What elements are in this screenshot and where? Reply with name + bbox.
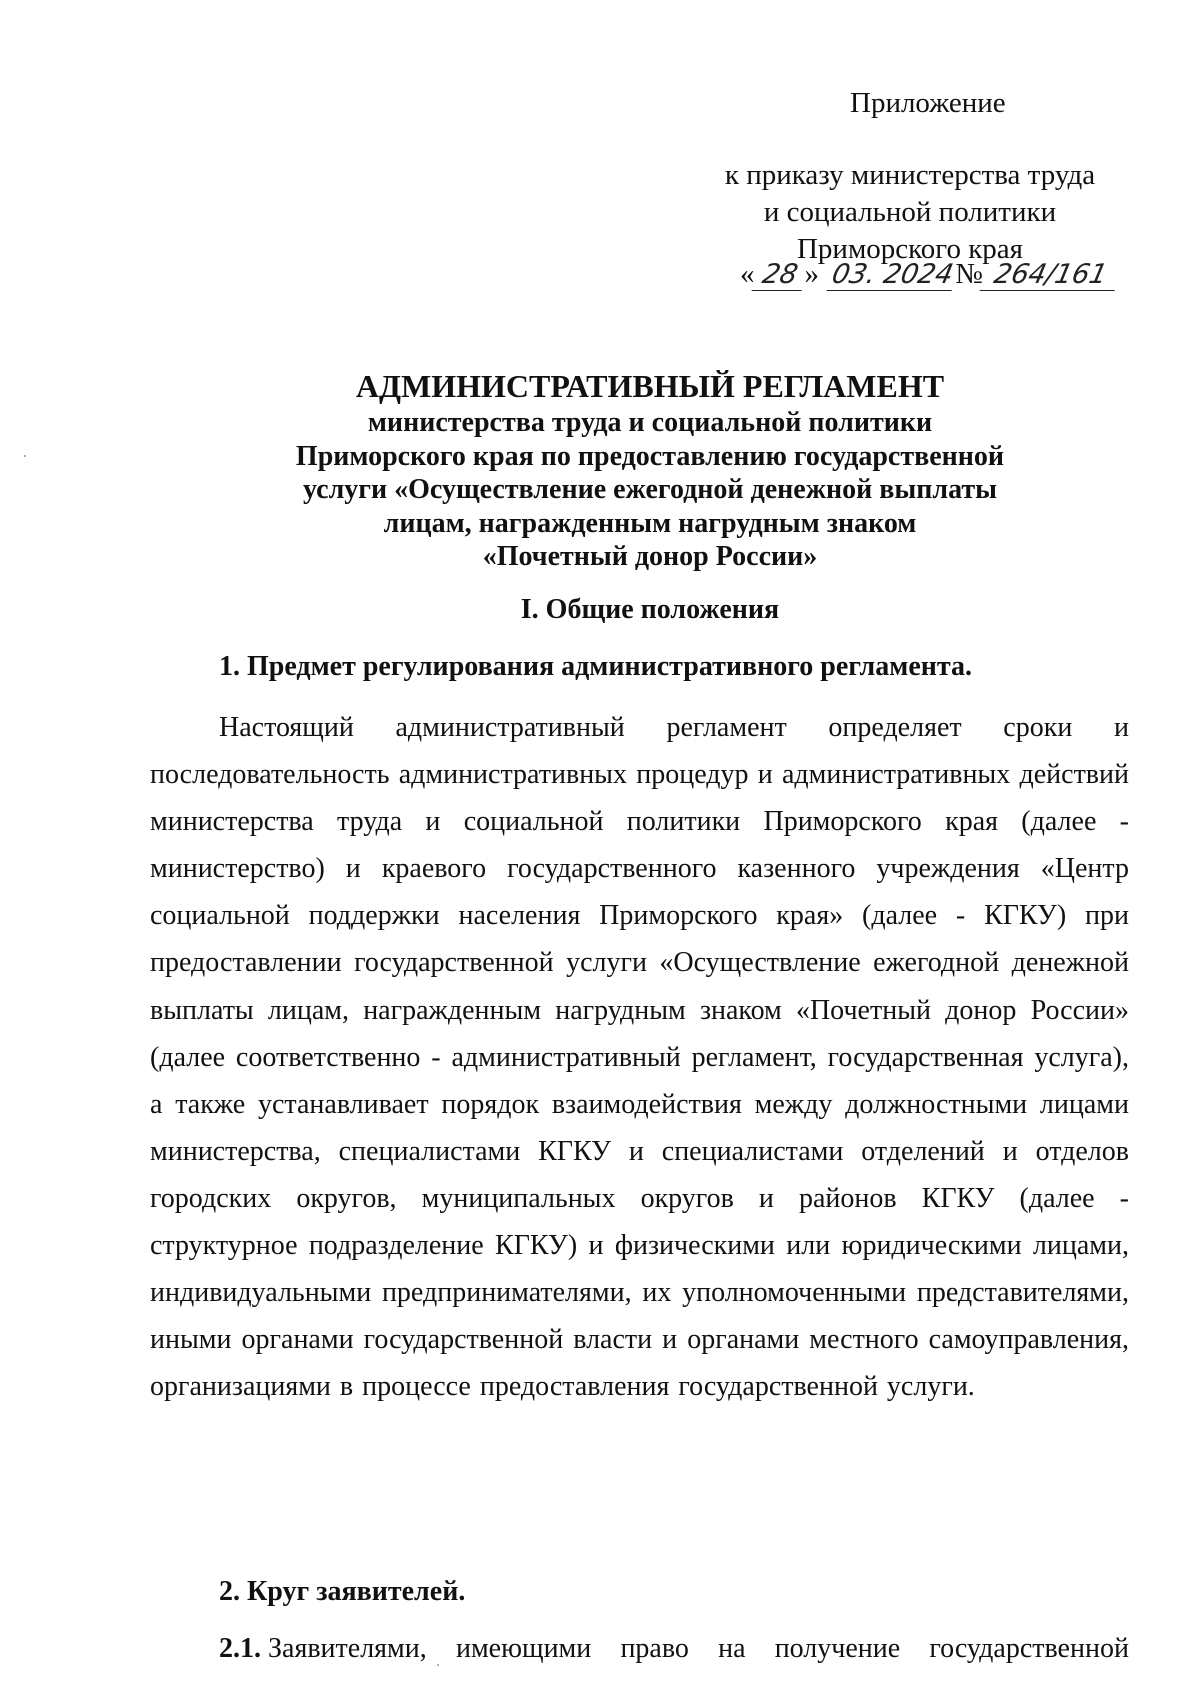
title-line-1: министерства труда и социальной политики — [367, 407, 933, 438]
title-line-4: лицам, награжденным нагрудным знаком — [383, 507, 917, 539]
title-main: АДМИНИСТРАТИВНЫЙ РЕГЛАМЕНТ — [355, 368, 945, 404]
subheading-2: 2. Круг заявителей. — [219, 1576, 466, 1607]
scan-speck — [24, 455, 26, 457]
approval-line-1: к приказу министерства труда — [724, 159, 1096, 191]
title-line-5: «Почетный донор России» — [482, 541, 818, 572]
section-heading: I. Общие положения — [520, 594, 780, 625]
paragraph-2-1-number: 2.1. — [219, 1633, 261, 1664]
paragraph-2-1-word: государственной — [929, 1633, 1129, 1664]
handwritten-order-number: 264/161 — [980, 259, 1122, 291]
paragraph-2-1-word: на — [718, 1633, 746, 1664]
approval-lines — [700, 157, 1120, 268]
approval-line-2: и социальной политики — [763, 196, 1057, 228]
paragraph-2-1-line — [150, 1625, 1129, 1672]
handwritten-month-year: 03. 2024 — [827, 259, 959, 291]
paragraph-2-1-word: получение — [774, 1633, 901, 1664]
paragraph-1: Настоящий административный регламент определяет сроки и последовательность административных процедур и административных действий министерства труда и социальной политики Приморского края (далее - министерство) и краевого государственного казенного учреждения «Центр социальной поддержки населения Приморского края» (далее - КГКУ) при предоставлении государственной услуги «Осуществление ежегодной денежной выплаты лицам, награжденным нагрудным знаком «Почетный донор России» (далее соответственно - административный регламент, государственная услуга), а также устанавливает порядок взаимодействия между должностными лицами министерства, специалистами КГКУ и специалистами отделений и отделов городских округов, муниципальных округов и районов КГКУ (далее - структурное подразделение КГКУ) и физическими или юридическими лицами, индивидуальными предпринимателями, их уполномоченными представителями, иными органами государственной власти и органами местного самоуправления, организациями в процессе предоставления государственной услуги. — [150, 712, 1129, 1403]
paragraph-2-1 — [150, 1625, 1129, 1672]
quote-close: » — [804, 258, 819, 290]
document-title — [150, 366, 1150, 574]
scan-speck — [437, 1664, 439, 1666]
order-date-number — [740, 258, 1118, 298]
title-line-2: Приморского края по предоставлению государственной — [295, 440, 1005, 472]
appendix-label: Приложение — [850, 87, 1006, 119]
handwritten-day: 28 — [751, 259, 808, 291]
quote-open: « — [740, 258, 755, 290]
title-line-3: услуги «Осуществление ежегодной денежной выплаты — [303, 474, 997, 505]
approval-line-3: Приморского края — [796, 233, 1024, 265]
paragraph-2-1-word: 2.1. Заявителями, — [219, 1633, 427, 1664]
subheading-1: 1. Предмет регулирования административного регламента. — [219, 651, 972, 682]
number-sign: № — [955, 258, 983, 290]
paragraph-2-1-word: право — [620, 1633, 689, 1664]
paragraph-2-1-word: имеющими — [455, 1633, 592, 1664]
